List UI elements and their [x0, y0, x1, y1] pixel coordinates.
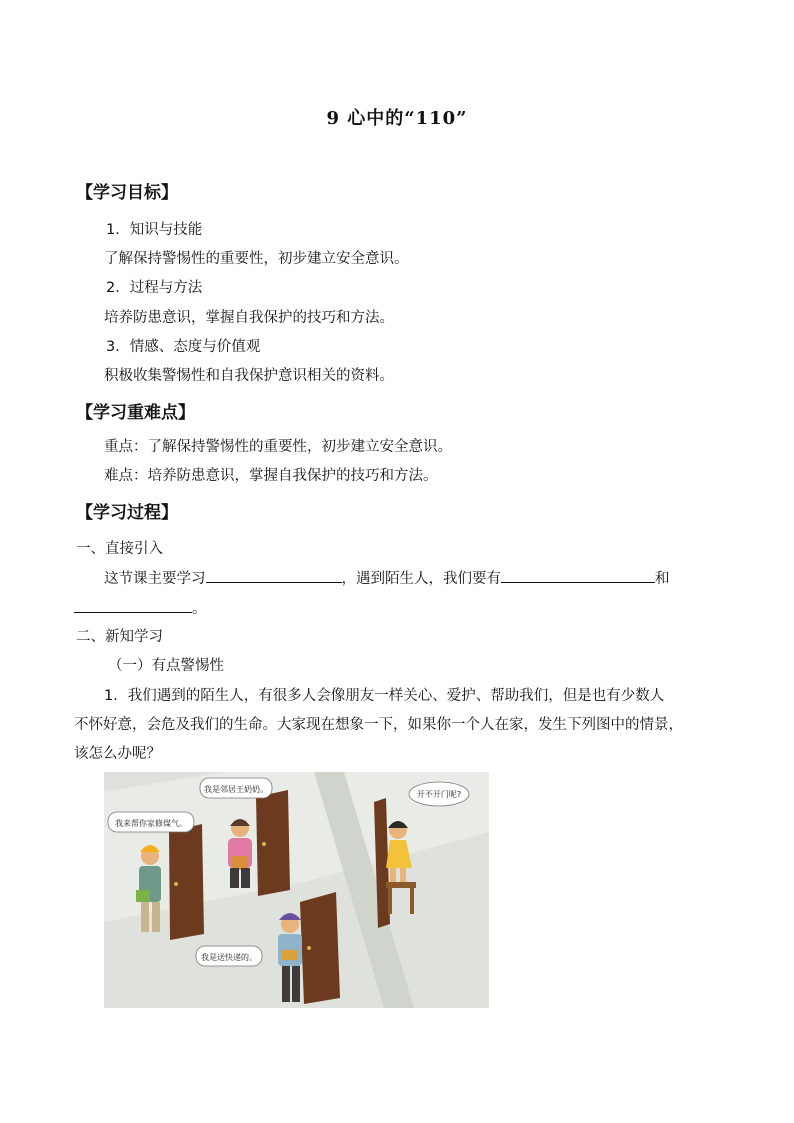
goal-3-label: 3．情感、态度与价值观 — [106, 339, 261, 355]
part1-text-c: 和 — [655, 571, 670, 587]
part1-text-d: 。 — [192, 601, 207, 617]
bubble-3-text: 开不开门呢? — [416, 790, 462, 799]
part1-title: 一、直接引入 — [76, 541, 163, 557]
door-1 — [169, 824, 204, 940]
stranger-scenes-illustration — [104, 772, 489, 1008]
fill-blank-1[interactable] — [206, 568, 342, 583]
part1-text-a: 这节课主要学习 — [104, 571, 206, 587]
keypoints-heading: 【学习重难点】 — [76, 403, 195, 423]
page-title: 9 心中的“110” — [326, 108, 468, 129]
keypoints-focus: 重点：了解保持警惕性的重要性，初步建立安全意识。 — [104, 439, 452, 455]
para-line-1: 1．我们遇到的陌生人，有很多人会像朋友一样关心、爱护、帮助我们，但是也有少数人 — [104, 688, 665, 704]
fill-blank-2[interactable] — [501, 568, 655, 583]
sub1-title: （一）有点警惕性 — [108, 658, 224, 674]
door-2 — [256, 790, 290, 896]
bubble-1-text: 我来帮你家修煤气。 — [115, 819, 187, 828]
para-line-3: 该怎么办呢？ — [74, 746, 161, 762]
goal-1-label: 1．知识与技能 — [106, 222, 203, 238]
goal-1-text: 了解保持警惕性的重要性，初步建立安全意识。 — [104, 251, 409, 267]
process-heading: 【学习过程】 — [76, 503, 178, 523]
speech-bubble-3 — [409, 782, 469, 806]
door-4 — [300, 892, 340, 1004]
speech-bubble-1 — [108, 812, 194, 832]
part1-line1 — [104, 568, 670, 589]
part2-title: 二、新知学习 — [76, 629, 163, 645]
para-line-2: 不怀好意，会危及我们的生命。大家现在想象一下，如果你一个人在家，发生下列图中的情景， — [74, 717, 683, 733]
goal-2-label: 2．过程与方法 — [106, 280, 203, 296]
bubble-2-text: 我是邻居王奶奶。 — [204, 785, 268, 794]
fill-blank-3[interactable] — [74, 598, 192, 613]
keypoints-difficulty: 难点：培养防患意识，掌握自我保护的技巧和方法。 — [104, 468, 438, 484]
goal-3-text: 积极收集警惕性和自我保护意识相关的资料。 — [104, 368, 394, 384]
part1-line2 — [74, 598, 207, 619]
bubble-4-text: 我是送快递的。 — [201, 953, 257, 962]
goals-heading: 【学习目标】 — [76, 183, 178, 203]
part1-text-b: ，遇到陌生人，我们要有 — [341, 571, 501, 587]
speech-bubble-2 — [200, 778, 272, 798]
speech-bubble-4 — [196, 946, 262, 966]
goal-2-text: 培养防患意识，掌握自我保护的技巧和方法。 — [104, 310, 394, 326]
